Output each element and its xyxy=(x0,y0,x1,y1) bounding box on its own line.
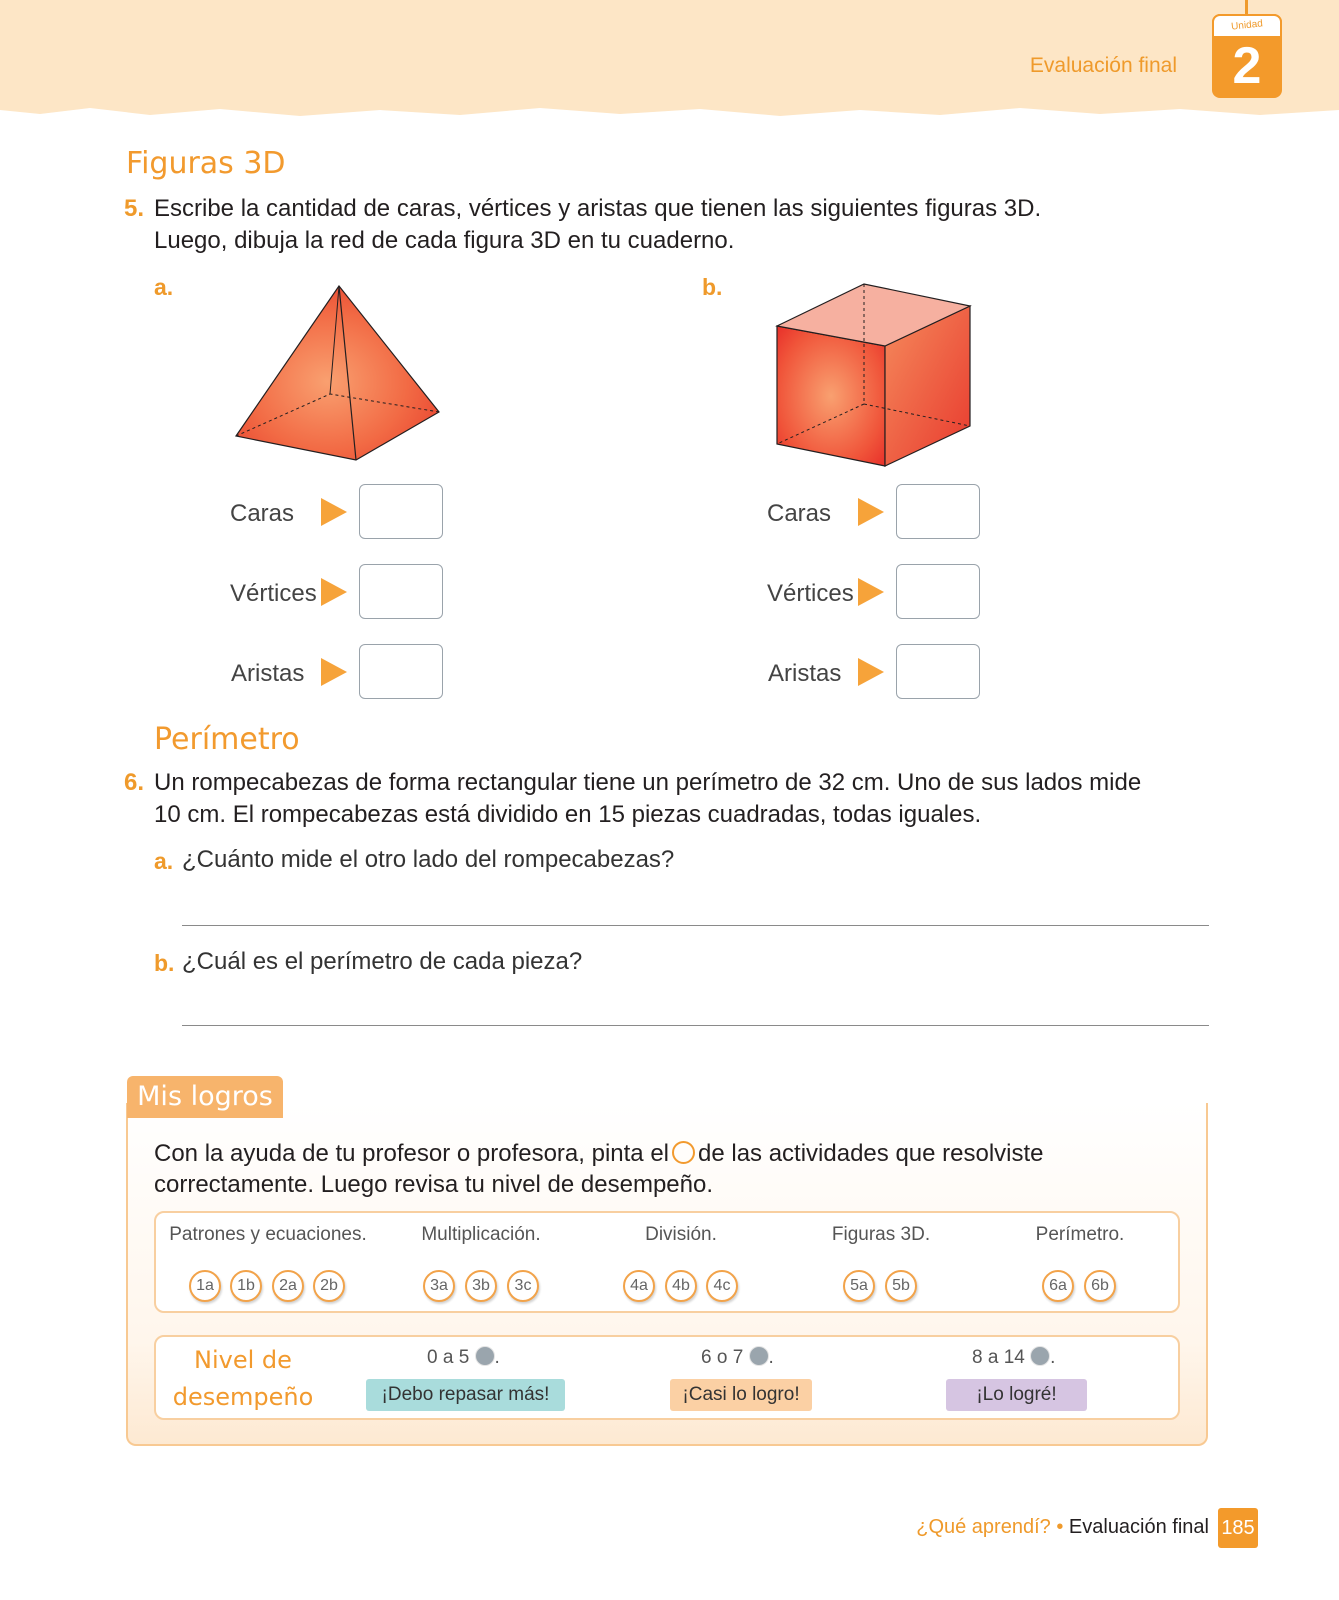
question-6-line2: 10 cm. El rompecabezas está dividido en 15 piezas cuadradas, todas iguales. xyxy=(154,801,982,828)
answer-line-6b[interactable] xyxy=(182,1025,1209,1026)
nivel-title-line2: desempeño xyxy=(172,1383,314,1411)
label-caras-a: Caras xyxy=(230,500,295,527)
topic-label-perimetro: Perímetro. xyxy=(1035,1224,1125,1245)
arrow-icon xyxy=(321,658,347,686)
scribble-icon xyxy=(1030,1346,1050,1366)
footer-text xyxy=(916,1516,1209,1539)
chip-6b[interactable]: 6b xyxy=(1084,1270,1116,1302)
torn-paper-edge xyxy=(0,96,1339,126)
logros-text-part2: de las actividades que resolviste xyxy=(698,1140,1044,1167)
chip-1b[interactable]: 1b xyxy=(230,1270,262,1302)
chip-4c[interactable]: 4c xyxy=(706,1270,738,1302)
unit-badge xyxy=(1212,14,1282,98)
answer-box-caras-b[interactable] xyxy=(896,484,980,539)
level-pill-2: ¡Casi lo logro! xyxy=(670,1379,812,1411)
scribble-icon xyxy=(749,1346,769,1366)
pyramid-figure xyxy=(228,282,448,468)
level-range-3: 8 a 14 . xyxy=(972,1347,1056,1368)
chip-5a[interactable]: 5a xyxy=(843,1270,875,1302)
chip-2a[interactable]: 2a xyxy=(272,1270,304,1302)
question-5-line1: Escribe la cantidad de caras, vértices y aristas que tienen las siguientes figuras 3D. xyxy=(154,195,1042,222)
logros-instructions-line2: correctamente. Luego revisa tu nivel de desempeño. xyxy=(154,1171,713,1198)
answer-line-6a[interactable] xyxy=(182,925,1209,926)
level-range-1: 0 a 5 . xyxy=(427,1347,500,1368)
logros-instructions-line1 xyxy=(154,1138,1044,1169)
answer-box-vertices-b[interactable] xyxy=(896,564,980,619)
logros-text-part1: Con la ayuda de tu profesor o profesora, pinta el xyxy=(154,1140,669,1167)
figure-a-letter: a. xyxy=(154,274,174,300)
logros-tab: Mis logros xyxy=(127,1076,283,1118)
chip-4a[interactable]: 4a xyxy=(623,1270,655,1302)
question-6a-text: ¿Cuánto mide el otro lado del rompecabezas? xyxy=(182,846,675,873)
topic-label-division: División. xyxy=(645,1224,717,1245)
arrow-icon xyxy=(858,578,884,606)
topic-label-figuras: Figuras 3D. xyxy=(831,1224,931,1245)
question-number-6: 6. xyxy=(124,769,145,796)
arrow-icon xyxy=(321,498,347,526)
level-range-1-text: 0 a 5 xyxy=(427,1347,470,1368)
chip-3c[interactable]: 3c xyxy=(507,1270,539,1302)
label-aristas-a: Aristas xyxy=(231,660,305,687)
chip-1a[interactable]: 1a xyxy=(189,1270,221,1302)
level-range-2-text: 6 o 7 xyxy=(701,1347,744,1368)
figure-b-letter: b. xyxy=(702,274,723,300)
question-6b-text: ¿Cuál es el perímetro de cada pieza? xyxy=(182,948,583,975)
nivel-title-line1: Nivel de xyxy=(194,1346,292,1374)
answer-box-caras-a[interactable] xyxy=(359,484,443,539)
label-vertices-b: Vértices xyxy=(767,580,854,607)
scribble-icon xyxy=(475,1346,495,1366)
chip-4b[interactable]: 4b xyxy=(665,1270,697,1302)
page-number: 185 xyxy=(1218,1508,1258,1548)
arrow-icon xyxy=(858,498,884,526)
footer-part1: ¿Qué aprendí? xyxy=(916,1516,1051,1538)
chip-6a[interactable]: 6a xyxy=(1042,1270,1074,1302)
arrow-icon xyxy=(858,658,884,686)
level-pill-1: ¡Debo repasar más! xyxy=(366,1379,565,1411)
label-vertices-a: Vértices xyxy=(230,580,317,607)
answer-box-vertices-a[interactable] xyxy=(359,564,443,619)
answer-box-aristas-b[interactable] xyxy=(896,644,980,699)
question-number-5: 5. xyxy=(124,195,145,222)
chip-5b[interactable]: 5b xyxy=(885,1270,917,1302)
question-6-line1: Un rompecabezas de forma rectangular tiene un perímetro de 32 cm. Uno de sus lados mide xyxy=(154,769,1142,796)
sub-letter-6b: b. xyxy=(154,950,175,976)
header-title: Evaluación final xyxy=(1029,54,1177,77)
topic-label-patrones: Patrones y ecuaciones. xyxy=(169,1224,367,1245)
level-range-3-text: 8 a 14 xyxy=(972,1347,1025,1368)
question-5-line2: Luego, dibuja la red de cada figura 3D en tu cuaderno. xyxy=(154,227,735,254)
level-range-2: 6 o 7 . xyxy=(701,1347,774,1368)
footer-separator: • xyxy=(1056,1516,1064,1538)
answer-box-aristas-a[interactable] xyxy=(359,644,443,699)
arrow-icon xyxy=(321,578,347,606)
footer-part2: Evaluación final xyxy=(1068,1516,1209,1538)
chip-2b[interactable]: 2b xyxy=(313,1270,345,1302)
section-title-perimetro: Perímetro xyxy=(154,722,300,757)
chip-3b[interactable]: 3b xyxy=(465,1270,497,1302)
label-caras-b: Caras xyxy=(767,500,832,527)
sub-letter-6a: a. xyxy=(154,848,174,874)
unit-label: Unidad xyxy=(1230,18,1264,33)
section-title-figuras: Figuras 3D xyxy=(126,146,286,181)
circle-icon xyxy=(672,1141,695,1164)
level-pill-3: ¡Lo logré! xyxy=(946,1379,1087,1411)
label-aristas-b: Aristas xyxy=(768,660,842,687)
unit-pin xyxy=(1245,0,1248,14)
unit-number: 2 xyxy=(1232,37,1262,95)
chip-3a[interactable]: 3a xyxy=(423,1270,455,1302)
cube-figure xyxy=(772,278,978,470)
topic-label-multiplicacion: Multiplicación. xyxy=(421,1224,541,1245)
nivel-title xyxy=(160,1342,326,1416)
